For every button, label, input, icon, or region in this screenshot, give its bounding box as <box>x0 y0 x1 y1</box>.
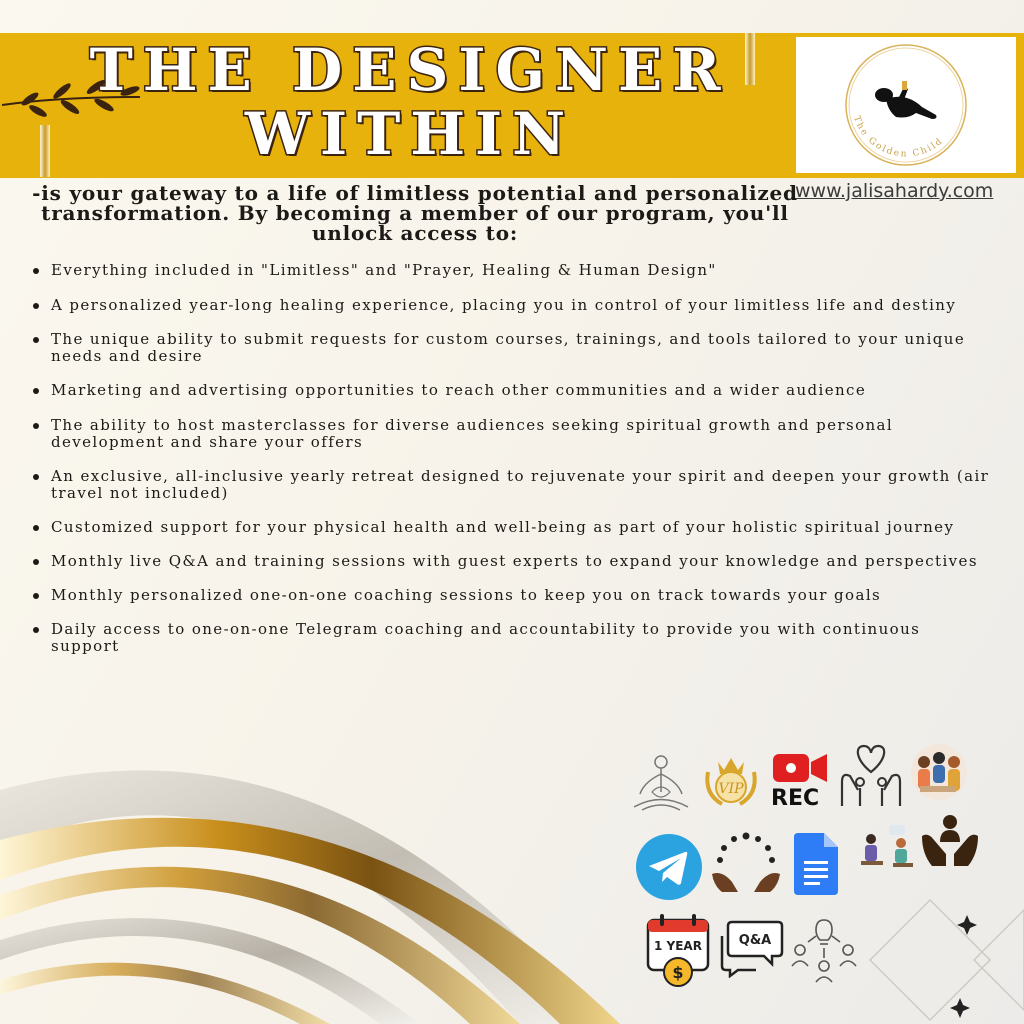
moon-phases-hands-icon <box>708 830 784 896</box>
vip-label: VIP <box>718 781 744 797</box>
idea-network-icon <box>788 914 860 986</box>
coaching-session-icon <box>855 823 919 875</box>
one-year-calendar-icon <box>646 914 710 988</box>
benefit-item: The ability to host masterclasses for diverse audiences seeking spiritual growth and personal development and share your offers <box>30 417 990 451</box>
benefit-item: Marketing and advertising opportunities to reach other communities and a wider audience <box>30 382 990 399</box>
meditation-icon <box>622 752 700 820</box>
benefit-item: Customized support for your physical health and well-being as part of your holistic spiritual journey <box>30 519 990 536</box>
benefit-item: Daily access to one-on-one Telegram coaching and accountability to provide you with continuous support <box>30 621 990 655</box>
benefit-item: Monthly live Q&A and training sessions with guest experts to expand your knowledge and perspectives <box>30 553 990 570</box>
support-hands-icon <box>920 810 980 870</box>
golden-child-logo <box>796 37 1016 173</box>
title-line-1: THE DESIGNER <box>89 36 731 104</box>
diamond-decoration <box>860 880 1024 1024</box>
logo-frame <box>796 37 1016 173</box>
community-heart-icon <box>836 742 906 810</box>
vip-crown-icon <box>700 752 762 812</box>
logo-text: The Golden Child <box>851 114 946 160</box>
intro-text: -is your gateway to a life of limitless potential and personalized transformation. By becoming a member of our program, you'll unlock access to: <box>32 181 798 245</box>
svg-text:The Golden Child <box>851 115 946 160</box>
gold-swirl-decoration <box>0 730 640 1024</box>
page-title <box>60 38 760 166</box>
group-people-icon <box>906 742 972 804</box>
google-docs-icon <box>792 833 840 895</box>
video-camera-icon <box>771 752 829 784</box>
benefit-item: Monthly personalized one-on-one coaching sessions to keep you on track towards your goals <box>30 587 990 604</box>
qa-chat-icon <box>718 918 784 978</box>
benefit-item: The unique ability to submit requests for custom courses, trainings, and tools tailored to your unique needs and desire <box>30 331 990 365</box>
benefit-item: An exclusive, all-inclusive yearly retreat designed to rejuvenate your spirit and deepen your growth (air travel not included) <box>30 468 990 502</box>
benefit-item: Everything included in "Limitless" and "Prayer, Healing & Human Design" <box>30 262 990 279</box>
qa-label: Q&A <box>738 933 772 948</box>
title-line-2: WITHIN <box>244 100 576 168</box>
one-year-label: 1 YEAR <box>654 939 702 953</box>
dollar-label: $ <box>672 963 684 982</box>
website-link[interactable]: www.jalisahardy.com <box>795 180 994 202</box>
benefit-item: A personalized year-long healing experience, placing you in control of your limitless life and destiny <box>30 297 990 314</box>
telegram-icon <box>635 833 703 901</box>
benefits-list <box>30 262 990 672</box>
rec-label: REC <box>771 786 820 811</box>
